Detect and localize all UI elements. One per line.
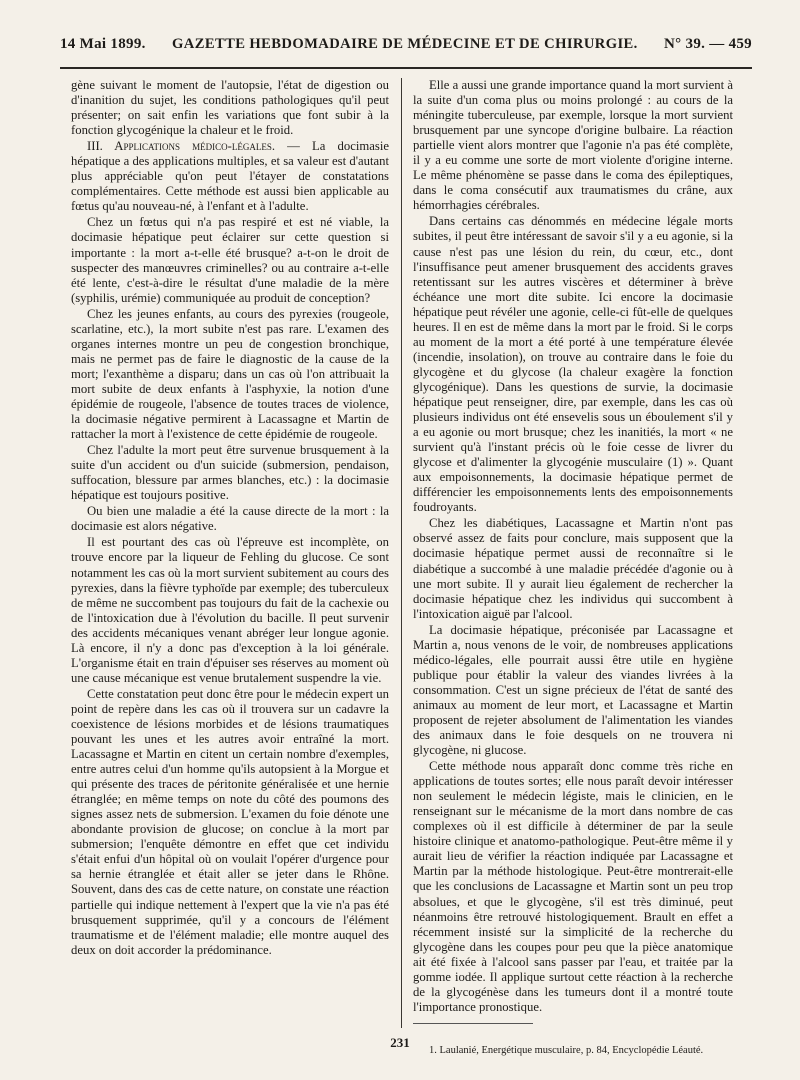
header-rule <box>60 67 752 69</box>
paragraph: Cette méthode nous apparaît donc comme très riche en applications de toutes sortes; elle nous paraît devoir intéresser non seulement le médecin légiste, mais le clinicien, en le renseignant sur le mécanisme de la mort dans nombre de cas complexes où il est difficile à déterminer de par la seule histoire clinique et anatomo-pathologique. Peut-être même il y aurait lieu de vérifier la réaction indiquée par Lacassagne et Martin par la méthode histologique. Peut-être montrerait-elle que les conclusions de Lacassagne et Martin sont un peu trop absolues, et que le glycogène, s'il est très diminué, peut néanmoins être retrouvé histologiquement. Brault en effet a récemment insisté sur la simplicité de la recherche du glycogène dans les coupes pour peu que la pièce anatomique ait été fixée à l'alcool sans passer par l'eau, et traitée par la gomme iodée. Il applique surtout cette réaction à la recherche de la glycogénèse dans les tumeurs dont il a montré toute l'importance pronostique. <box>413 759 733 1014</box>
header-date: 14 Mai 1899. <box>60 36 146 52</box>
journal-title: GAZETTE HEBDOMADAIRE DE MÉDECINE ET DE CHIRURGIE. <box>172 36 638 52</box>
page-number: 231 <box>390 1035 410 1050</box>
section-text: — La docimasie hépatique a des applications multiples, et sa valeur est d'autant plus appréciable qu'on peut l'étayer de constatations complémentaires. Cette méthode est aussi bien applicable au fœtus qu'au nouveau-né, à l'enfant et à l'adulte. <box>71 139 389 214</box>
paragraph: Elle a aussi une grande importance quand la mort survient à la suite d'un coma plus ou moins prolongé : au cours de la méningite tuberculeuse, par exemple, lorsque la mort survient brusquement par une syncope d'origine bulbaire. La réaction partielle vient alors montrer que l'agonie n'a pas été complète, il y a eu comme une sorte de mort violente d'origine interne. Le même phénomène se passe dans le coma des épileptiques, dans le coma consécutif aux traumatismes du crâne, aux hémorrhagies cérébrales. <box>413 78 733 213</box>
footnote: 1. Laulanié, Energétique musculaire, p. 84, Encyclopédie Léauté. <box>429 1044 704 1056</box>
paragraph: Chez les jeunes enfants, au cours des pyrexies (rougeole, scarlatine, etc.), la mort subite n'est pas rare. L'examen des organes internes montre un peu de congestion bronchique, mais ne permet pas de faire le diagnostic de la cause de la mort; l'exanthème a disparu; dans un cas où l'on attribuait la mort subite de deux enfants à l'asphyxie, la notion d'une épidémie de rougeole, l'absence de toutes traces de violence, la docimasie négative permirent à Lacassagne et Martin de rattacher la mort à l'existence de cette épidémie de rougeole. <box>71 306 389 442</box>
footnote-rule <box>413 1023 533 1024</box>
issue-page-number: N° 39. — 459 <box>664 36 752 52</box>
paragraph: Dans certains cas dénommés en médecine légale morts subites, il peut être intéressant de savoir s'il y a eu agonie, si la cause n'est pas une lésion du rein, du cœur, etc., dont l'insuffisance peut amener brusquement des accidents graves retentissant sur les autres viscères et déterminer à brève échéance une mort dite subite. Ici encore la docimasie hépatique peut révéler une agonie, celle-ci fût-elle de quelques heures. Il en est de même dans la mort par le froid. Si le corps au moment de la mort a été porté à une température élevée (incendie, insolation), on trouve au contraire dans le foie du glycogène et du glycose (la chaleur exagère la fonction glycogénique). Dans les questions de survie, la docimasie hépatique peut renseigner, dire, par exemple, dans les cas où plusieurs individus ont été ensevelis sous un éboulement s'il y a eu agonie ou mort brusque; chez les inanitiés, la mort « ne survient qu'à l'instant précis où le foie cesse de livrer du glycose et d'alimenter la glycogénie musculaire (1) ». Quant aux empoisonnements, la docimasie hépatique permet de différencier les empoisonnements lents des empoisonnements foudroyants. <box>413 214 733 515</box>
page-header <box>60 36 752 70</box>
paragraph: gène suivant le moment de l'autopsie, l'état de digestion ou d'inanition du sujet, les conditions pathologiques qu'il peut présenter; on sait enfin les variations que font subir à la fonction glycogénique la chaleur et le froid. <box>71 78 389 138</box>
left-column <box>71 78 389 959</box>
paragraph: Ou bien une maladie a été la cause directe de la mort : la docimasie est alors négative. <box>71 504 389 534</box>
section-heading: III. Applications médico-légales. <box>87 139 276 154</box>
paragraph: Il est pourtant des cas où l'épreuve est incomplète, on trouve encore par la liqueur de Fehling du glucose. Ce sont notamment les cas où la mort survient subitement au cours des pyrexies, dans la fièvre typhoïde par exemple; des tuberculeux de même ne succombent pas toujours du fait de la cachexie ou de l'intoxication due à l'évolution du bacille. Il peut survenir des accidents mécaniques venant abréger leur longue agonie. Là encore, il n'y a donc pas d'exception à la loi générale. L'organisme était en train d'épuiser ses réserves au moment où une cause mécanique est venue brutalement suspendre la vie. <box>71 535 389 685</box>
column-divider <box>401 78 402 1028</box>
paragraph: Cette constatation peut donc être pour le médecin expert un point de repère dans les cas où il trouvera sur un cadavre la coexistence de lésions morbides et de lésions traumatiques pouvant les unes et les autres avoir entraîné la mort. Lacassagne et Martin en citent un certain nombre d'exemples, entre autres celui d'un homme qu'ils autopsient à la Morgue et qui présente des traces de péritonite généralisée et une hernie étranglée; en même temps on note du côté des poumons des signes assez nets de submersion. L'examen du foie dénote une abondante provision de glucose; on conclue à la mort par submersion; l'enquête démontre en effet que cet individu s'était enfui d'un hôpital où on voulait l'opérer d'urgence pour sa hernie étranglée et était aller se jeter dans le Rhône. Souvent, dans des cas de cette nature, on constate une réaction partielle qui indique nettement à l'expert que la vie n'a pas été brusquement supprimée, qu'il y a concours de l'élément traumatisme et de l'élément maladie; elle montre auquel des deux on doit accorder la prédominance. <box>71 686 389 957</box>
right-column <box>413 78 733 1057</box>
paragraph: La docimasie hépatique, préconisée par Lacassagne et Martin a, nous venons de le voir, de nombreuses applications médico-légales, elle pourrait aussi être utile en hygiène publique pour établir la valeur des viandes livrées à la consommation. C'est un signe précieux de l'état de santé des animaux au moment de leur mort, et Lacassagne et Martin proposent de rejeter absolument de l'alimentation les viandes des animaux dans le foie desquels on ne trouvera ni glycogène, ni glucose. <box>413 622 733 758</box>
paragraph: Chez un fœtus qui n'a pas respiré et est né viable, la docimasie hépatique peut éclairer sur cette question si importante : la mort a-t-elle été brusque? a-t-on le droit de suspecter des manœuvres criminelles? ou au contraire a-t-elle été lente, c'est-à-dire le résultat d'une maladie de la mère (syphilis, urémie) communiquée au produit de conception? <box>71 215 389 305</box>
paragraph: Chez les diabétiques, Lacassagne et Martin n'ont pas observé assez de faits pour conclure, mais supposent que la docimasie hépatique permet aussi de reconnaître si le diabétique a succombé à une maladie précédée d'agonie ou à une mort subite. Il y aurait lieu également de rechercher la docimasie hépatique chez les individus qui succombent à l'intoxication aiguë par l'alcool. <box>413 516 733 621</box>
section-paragraph <box>71 139 389 214</box>
paragraph: Chez l'adulte la mort peut être survenue brusquement à la suite d'un accident ou d'un suicide (submersion, pendaison, suffocation, blessure par armes blanches, etc.) : la docimasie hépatique est toujours positive. <box>71 443 389 503</box>
